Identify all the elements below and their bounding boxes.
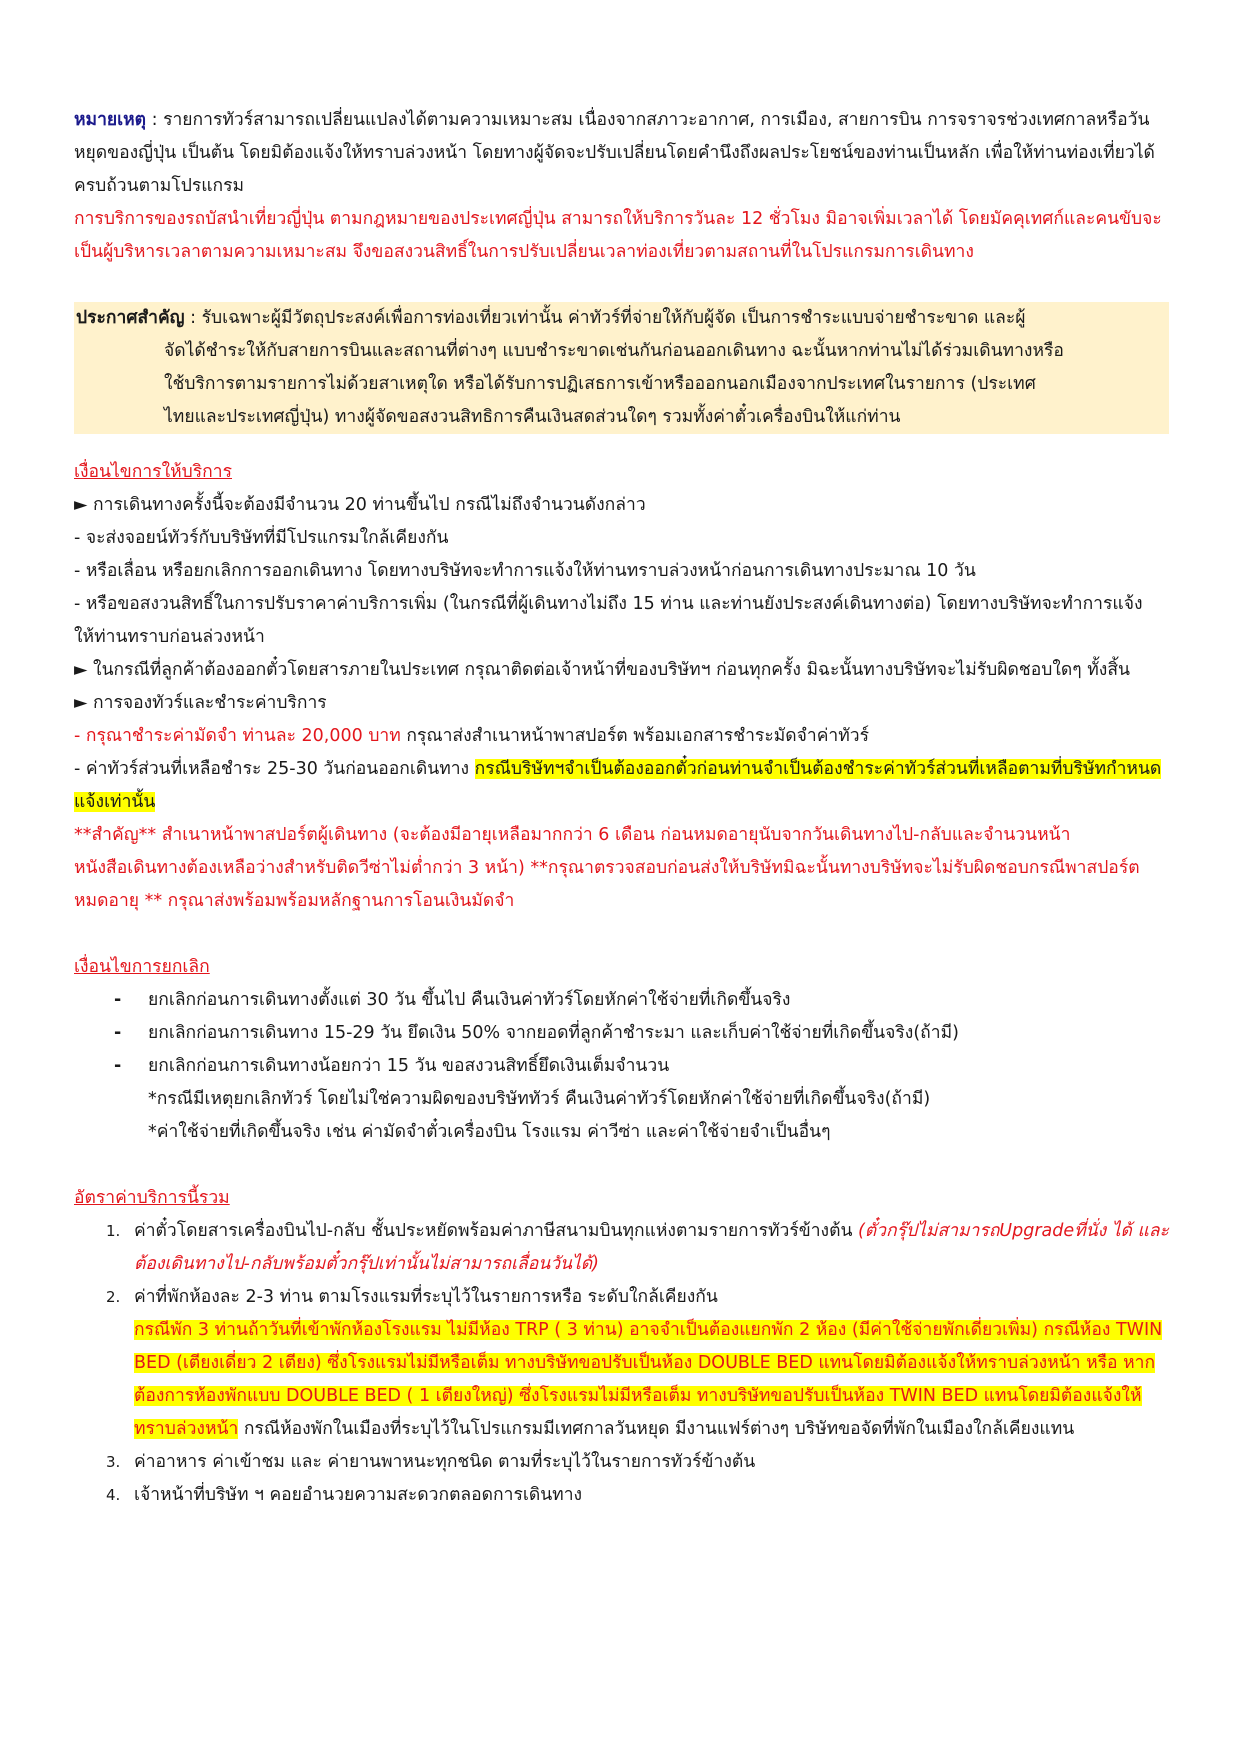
deposit-instruction: กรุณาส่งสำเนาหน้าพาสปอร์ต พร้อมเอกสารชำระมัดจำค่าทัวร์ (400, 726, 869, 746)
deposit-line (74, 720, 1169, 753)
service-line-5: ► ในกรณีที่ลูกค้าต้องออกตั๋วโดยสารภายในประเทศ กรุณาติดต่อเจ้าหน้าที่ของบริษัทฯ ก่อนทุกครั้ง มิฉะนั้นทางบริษัทจะไม่รับผิดชอบใดๆ ทั้งสิ้น (74, 660, 1130, 680)
announcement-line-2: จัดได้ชำระให้กับสายการบินและสถานที่ต่างๆ แบบชำระขาดเช่นกันก่อนออกเดินทาง ฉะนั้นหากท่านไม่ได้ร่วมเดินทางหรือ (164, 341, 1064, 361)
included-item-1: 1. ค่าตั๋วโดยสารเครื่องบินไป-กลับ ชั้นประหยัดพร้อมค่าภาษีสนามบินทุกแห่งตามรายการทัวร์ข้างต้น (ตั๋วกรุ๊ปไม่สามารถUpgradeที่นั่ง ได้ และต้องเดินทางไป-กลับพร้อมตั๋วกรุ๊ปเท่านั้นไม่สามารถเลื่อนวันได้) (106, 1221, 1169, 1274)
service-line-2: - จะส่งจอยน์ทัวร์กับบริษัทที่มีโปรแกรมใกล้เคียงกัน (74, 528, 449, 548)
passport-important-note: **สำคัญ** สำเนาหน้าพาสปอร์ตผู้เดินทาง (จะต้องมีอายุเหลือมากกว่า 6 เดือน ก่อนหมดอายุนับจากวันเดินทางไป-กลับและจำนวนหน้าหนังสือเดินทางต้องเหลือว่างสำหรับติดวีซ่าไม่ต่ำกว่า 3 หน้า) **กรุณาตรวจสอบก่อนส่งให้บริษัทมิฉะนั้นทางบริษัทจะไม่รับผิดชอบกรณีพาสปอร์ตหมดอายุ ** กรุณาส่งพร้อมพร้อมหลักฐานการโอนเงินมัดจำ (74, 825, 1140, 911)
service-conditions-heading: เงื่อนไขการให้บริการ (74, 462, 232, 482)
balance-text: - ค่าทัวร์ส่วนที่เหลือชำระ 25-30 วันก่อนออกเดินทาง (74, 759, 475, 779)
included-item-3: 3. ค่าอาหาร ค่าเข้าชม และ ค่ายานพาหนะทุกชนิด ตามที่ระบุไว้ในรายการทัวร์ข้างต้น (106, 1452, 756, 1472)
announcement-box (74, 302, 1169, 434)
included-item-2: 2. ค่าที่พักห้องละ 2-3 ท่าน ตามโรงแรมที่ระบุไว้ในรายการหรือ ระดับใกล้เคียงกัน กรณีพัก 3 ท่านถ้าวันที่เข้าพักห้องโรงแรม ไม่มีห้อง TRP ( 3 ท่าน) อาจจำเป็นต้องแยกพัก 2 ห้อง (มีค่าใช้จ่ายพักเดี่ยวเพิ่ม) กรณีห้อง TWIN BED (เตียงเดี่ยว 2 เตียง) ซึ่งโรงแรมไม่มีหรือเต็ม ทางบริษัทขอปรับเป็นห้อง DOUBLE BED แทนโดยมิต้องแจ้งให้ทราบล่วงหน้า หรือ หากต้องการห้องพักแบบ DOUBLE BED ( 1 เตียงใหญ่) ซึ่งโรงแรมไม่มีหรือเต็ม ทางบริษัทขอปรับเป็นห้อง TWIN BED แทนโดยมิต้องแจ้งให้ทราบล่วงหน้า กรณีห้องพักในเมืองที่ระบุไว้ในโปรแกรมมีเทศกาลวันหยุด มีงานแฟร์ต่างๆ บริษัทขอจัดที่พักในเมืองใกล้เคียงแทน (106, 1287, 1163, 1439)
note-label: หมายเหตุ (74, 110, 147, 130)
cancel-note-1: *กรณีมีเหตุยกเลิกทัวร์ โดยไม่ใช่ความผิดของบริษัททัวร์ คืนเงินค่าทัวร์โดยหักค่าใช้จ่ายที่เกิดขึ้นจริง(ถ้ามี) (148, 1089, 931, 1109)
holiday-room-note: กรณีห้องพักในเมืองที่ระบุไว้ในโปรแกรมมีเทศกาลวันหยุด มีงานแฟร์ต่างๆ บริษัทขอจัดที่พักในเมืองใกล้เคียงแทน (238, 1419, 1075, 1439)
announcement-label: ประกาศสำคัญ (76, 308, 185, 328)
included-item-4: 4. เจ้าหน้าที่บริษัท ฯ คอยอำนวยความสะดวกตลอดการเดินทาง (106, 1485, 583, 1505)
group-ticket-note: (ตั๋วกรุ๊ปไม่สามารถUpgradeที่นั่ง ได้ และต้องเดินทางไป-กลับพร้อมตั๋วกรุ๊ปเท่านั้นไม่สามารถเลื่อนวันได้) (134, 1221, 1169, 1274)
service-line-4: - หรือขอสงวนสิทธิ์ในการปรับราคาค่าบริการเพิ่ม (ในกรณีที่ผู้เดินทางไม่ถึง 15 ท่าน และท่านยังประสงค์เดินทางต่อ) โดยทางบริษัทจะทำการแจ้งให้ท่านทราบก่อนล่วงหน้า (74, 594, 1143, 647)
bus-service-note: การบริการของรถบัสนำเที่ยวญี่ปุ่น ตามกฎหมายของประเทศญี่ปุ่น สามารถให้บริการวันละ 12 ชั่วโมง มิอาจเพิ่มเวลาได้ โดยมัคคุเทศก์และคนขับจะเป็นผู้บริหารเวลาตามความเหมาะสม จึงขอสงวนสิทธิ์ในการปรับเปลี่ยนเวลาท่องเที่ยวตามสถานที่ในโปรแกรมการเดินทาง (74, 209, 1162, 262)
service-line-6: ► การจองทัวร์และชำระค่าบริการ (74, 693, 327, 713)
document-page (74, 104, 1169, 1512)
cancel-item: - ยกเลิกก่อนการเดินทางตั้งแต่ 30 วัน ขึ้นไป คืนเงินค่าทัวร์โดยหักค่าใช้จ่ายที่เกิดขึ้นจริง (114, 990, 791, 1010)
announcement-line-4: ไทยและประเทศญี่ปุ่น) ทางผู้จัดขอสงวนสิทธิการคืนเงินสดส่วนใดๆ รวมทั้งค่าตั๋วเครื่องบินให้แก่ท่าน (164, 407, 901, 427)
room-type-highlight: กรณีพัก 3 ท่านถ้าวันที่เข้าพักห้องโรงแรม ไม่มีห้อง TRP ( 3 ท่าน) อาจจำเป็นต้องแยกพัก 2 ห้อง (มีค่าใช้จ่ายพักเดี่ยวเพิ่ม) กรณีห้อง TWIN BED (เตียงเดี่ยว 2 เตียง) ซึ่งโรงแรมไม่มีหรือเต็ม ทางบริษัทขอปรับเป็นห้อง DOUBLE BED แทนโดยมิต้องแจ้งให้ทราบล่วงหน้า หรือ หากต้องการห้องพักแบบ DOUBLE BED ( 1 เตียงใหญ่) ซึ่งโรงแรมไม่มีหรือเต็ม ทางบริษัทขอปรับเป็นห้อง TWIN BED แทนโดยมิต้องแจ้งให้ทราบล่วงหน้า (134, 1320, 1163, 1439)
deposit-amount: - กรุณาชำระค่ามัดจำ ท่านละ 20,000 บาท (74, 726, 401, 746)
balance-line (74, 753, 1169, 819)
cancel-item: - ยกเลิกก่อนการเดินทาง 15-29 วัน ยึดเงิน 50% จากยอดที่ลูกค้าชำระมา และเก็บค่าใช้จ่ายที่เกิดขึ้นจริง(ถ้ามี) (114, 1023, 959, 1043)
announcement-line-3: ใช้บริการตามรายการไม่ด้วยสาเหตุใด หรือได้รับการปฏิเสธการเข้าหรือออกนอกเมืองจากประเทศในรายการ (ประเทศ (164, 374, 1036, 394)
service-line-3: - หรือเลื่อน หรือยกเลิกการออกเดินทาง โดยทางบริษัทจะทำการแจ้งให้ท่านทราบล่วงหน้าก่อนการเดินทางประมาณ 10 วัน (74, 561, 976, 581)
included-heading: อัตราค่าบริการนี้รวม (74, 1188, 230, 1208)
cancel-item: - ยกเลิกก่อนการเดินทางน้อยกว่า 15 วัน ขอสงวนสิทธิ์ยึดเงินเต็มจำนวน (114, 1056, 670, 1076)
service-line-1: ► การเดินทางครั้งนี้จะต้องมีจำนวน 20 ท่านขึ้นไป กรณีไม่ถึงจำนวนดังกล่าว (74, 495, 646, 515)
balance-highlight: กรณีบริษัทฯจำเป็นต้องออกตั๋วก่อนท่านจำเป็นต้องชำระค่าทัวร์ส่วนที่เหลือตามที่บริษัทกำหนดแจ้งเท่านั้น (74, 759, 1162, 812)
announcement-line-1: : รับเฉพาะผู้มีวัตถุประสงค์เพื่อการท่องเที่ยวเท่านั้น ค่าทัวร์ที่จ่ายให้กับผู้จัด เป็นการชำระแบบจ่ายชำระขาด และผู้ (184, 308, 1026, 328)
cancel-note-2: *ค่าใช้จ่ายที่เกิดขึ้นจริง เช่น ค่ามัดจำตั๋วเครื่องบิน โรงแรม ค่าวีซ่า และค่าใช้จ่ายจำเป็นอื่นๆ (148, 1122, 831, 1142)
note-paragraph (74, 104, 1169, 203)
note-text: : รายการทัวร์สามารถเปลี่ยนแปลงได้ตามความเหมาะสม เนื่องจากสภาวะอากาศ, การเมือง, สายการบิน การจราจรช่วงเทศกาลหรือวันหยุดของญี่ปุ่น เป็นต้น โดยมิต้องแจ้งให้ทราบล่วงหน้า โดยทางผู้จัดจะปรับเปลี่ยนโดยคำนึงถึงผลประโยชน์ของท่านเป็นหลัก เพื่อให้ท่านท่องเที่ยวได้ครบถ้วนตามโปรแกรม (74, 110, 1155, 196)
cancellation-heading: เงื่อนไขการยกเลิก (74, 957, 210, 977)
